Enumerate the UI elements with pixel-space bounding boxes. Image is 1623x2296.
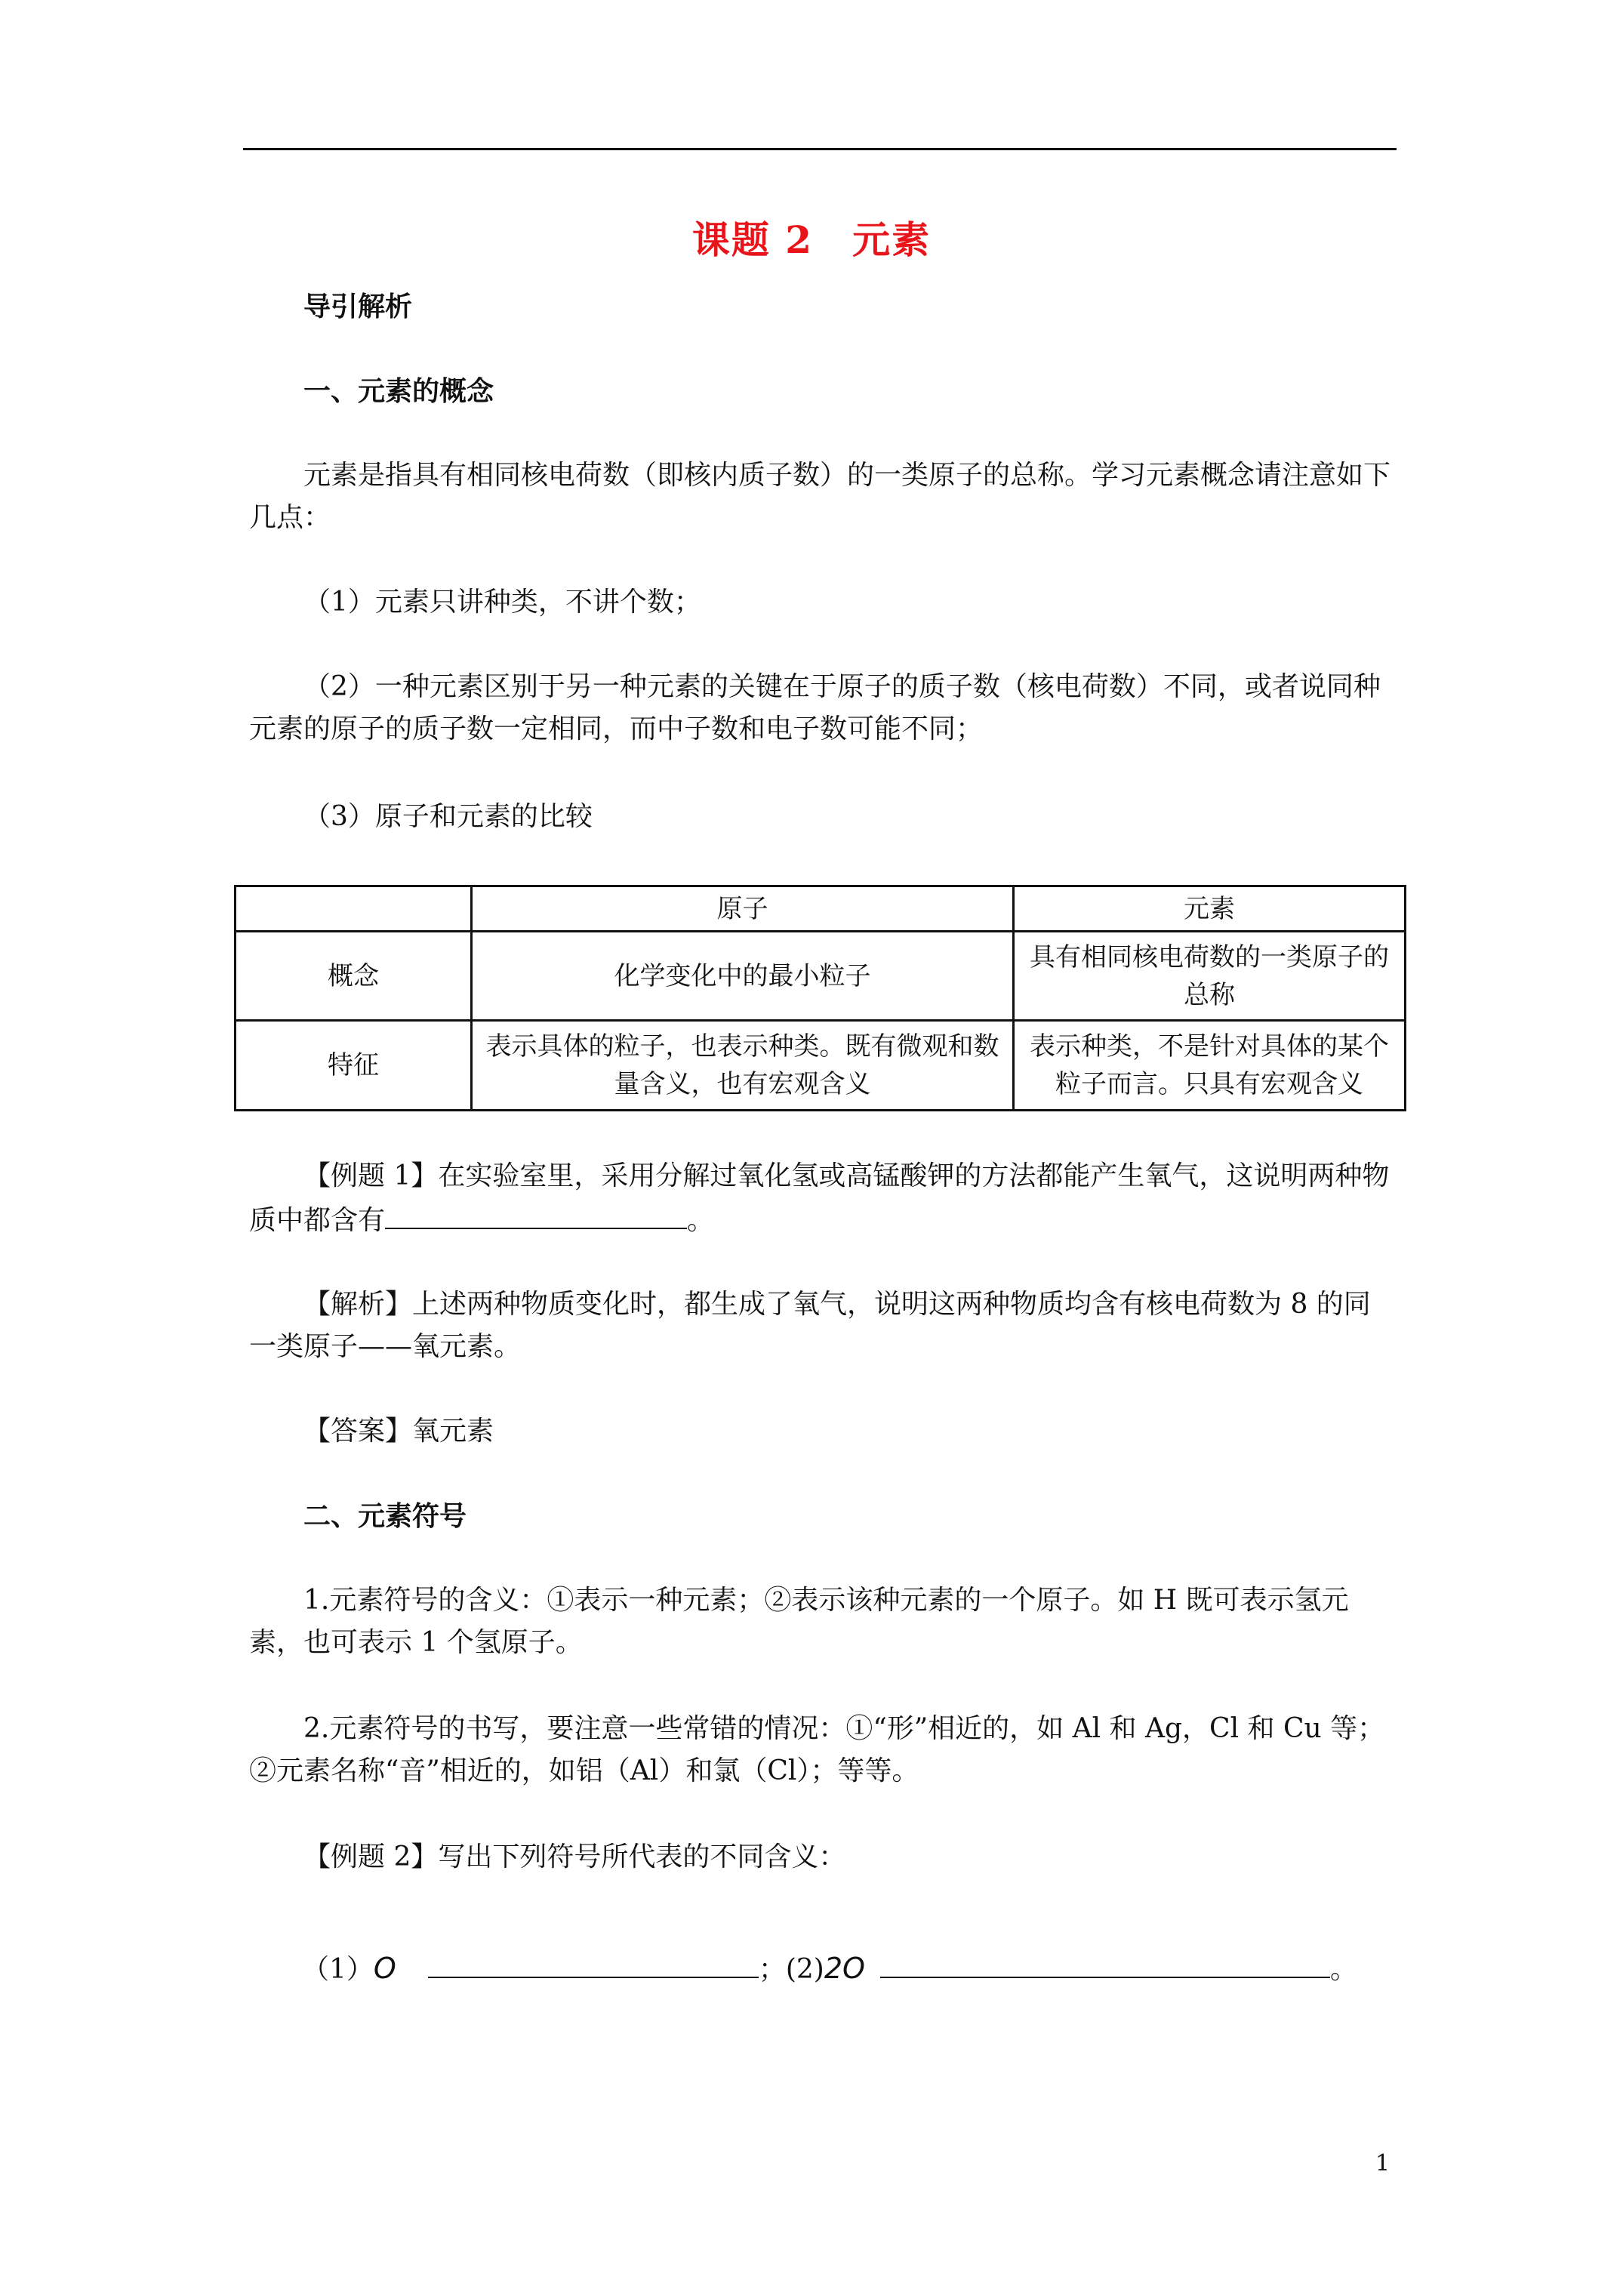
table-row: [236, 1021, 1406, 1111]
atom-element-comparison-table: [234, 885, 1406, 1111]
example-1-period: 。: [687, 1205, 715, 1236]
header-rule: [243, 148, 1397, 150]
point-3: （3）原子和元素的比较: [303, 801, 593, 832]
symbols-item-2: 2.元素符号的书写，要注意一些常错的情况：①“形”相近的，如 Al 和 Ag，Cl 和 Cu 等；②元素名称“音”相近的，如铝（Al）和氯（Cl）；等等。: [249, 1713, 1385, 1786]
example-2-text: 写出下列符号所代表的不同含义：: [438, 1841, 846, 1872]
question-1-answer-blank[interactable]: [428, 1946, 759, 1978]
analysis-text: 上述两种物质变化时，都生成了氧气，说明这两种物质均含有核电荷数为 8 的同一类原子——氧元素。: [249, 1289, 1371, 1362]
table-header-atom: 原子: [472, 886, 1014, 932]
question-2-answer-blank[interactable]: [880, 1946, 1330, 1978]
table-header-blank: [236, 886, 472, 932]
question-1-symbol: O: [373, 1952, 396, 1985]
question-1-label: （1）: [302, 1954, 374, 1985]
example-2: [249, 1836, 1397, 1878]
table-header-element: 元素: [1014, 886, 1406, 932]
example-1-text: 在实验室里，采用分解过氧化氢或高锰酸钾的方法都能产生氧气，这说明两种物质中都含有: [249, 1160, 1390, 1236]
table-cell-atom: 表示具体的粒子，也表示种类。既有微观和数量含义，也有宏观含义: [472, 1021, 1014, 1111]
table-row: [236, 932, 1406, 1021]
table-header-row: [236, 886, 1406, 932]
example-2-tag: 【例题 2】: [303, 1841, 439, 1872]
symbols-heading: 二、元素符号: [303, 1500, 467, 1532]
table-cell-atom: 化学变化中的最小粒子: [472, 932, 1014, 1021]
table-row-label: 特征: [236, 1021, 472, 1111]
guide-heading: 导引解析: [303, 291, 413, 322]
symbols-item-1: 1.元素符号的含义：①表示一种元素；②表示该种元素的一个原子。如 H 既可表示氢元素，也可表示 1 个氢原子。: [249, 1585, 1349, 1658]
example-2-questions: [302, 1946, 1397, 1991]
title-topic: 元素: [852, 217, 932, 262]
example-1-answer-blank[interactable]: [385, 1197, 687, 1229]
table-row-label: 概念: [236, 932, 472, 1021]
question-separator: ；: [758, 1954, 786, 1985]
table-cell-element: 表示种类，不是针对具体的某个粒子而言。只具有宏观含义: [1014, 1021, 1406, 1111]
point-2: （2）一种元素区别于另一种元素的关键在于原子的质子数（核电荷数）不同，或者说同种元素的原子的质子数一定相同，而中子数和电子数可能不同；: [249, 671, 1381, 744]
question-end: 。: [1329, 1954, 1357, 1985]
example-1-tag: 【例题 1】: [303, 1160, 439, 1191]
example-1-answer: [249, 1410, 1397, 1453]
table-cell-element: 具有相同核电荷数的一类原子的总称: [1014, 932, 1406, 1021]
question-2-symbol: 2O: [824, 1952, 865, 1985]
question-2-label: (2): [785, 1954, 824, 1985]
example-1-analysis: [249, 1284, 1397, 1368]
answer-text: 氧元素: [412, 1416, 494, 1447]
example-1: [249, 1155, 1397, 1242]
concept-heading: 一、元素的概念: [303, 375, 494, 407]
page-number: 1: [1375, 2150, 1390, 2177]
answer-tag: 【答案】: [303, 1416, 413, 1447]
concept-paragraph: 元素是指具有相同核电荷数（即核内质子数）的一类原子的总称。学习元素概念请注意如下几点：: [249, 460, 1391, 533]
point-1: （1）元素只讲种类，不讲个数；: [303, 587, 701, 618]
analysis-tag: 【解析】: [303, 1289, 413, 1320]
title-lesson-number: 课题 2: [691, 217, 814, 262]
page-title: [0, 210, 1623, 264]
